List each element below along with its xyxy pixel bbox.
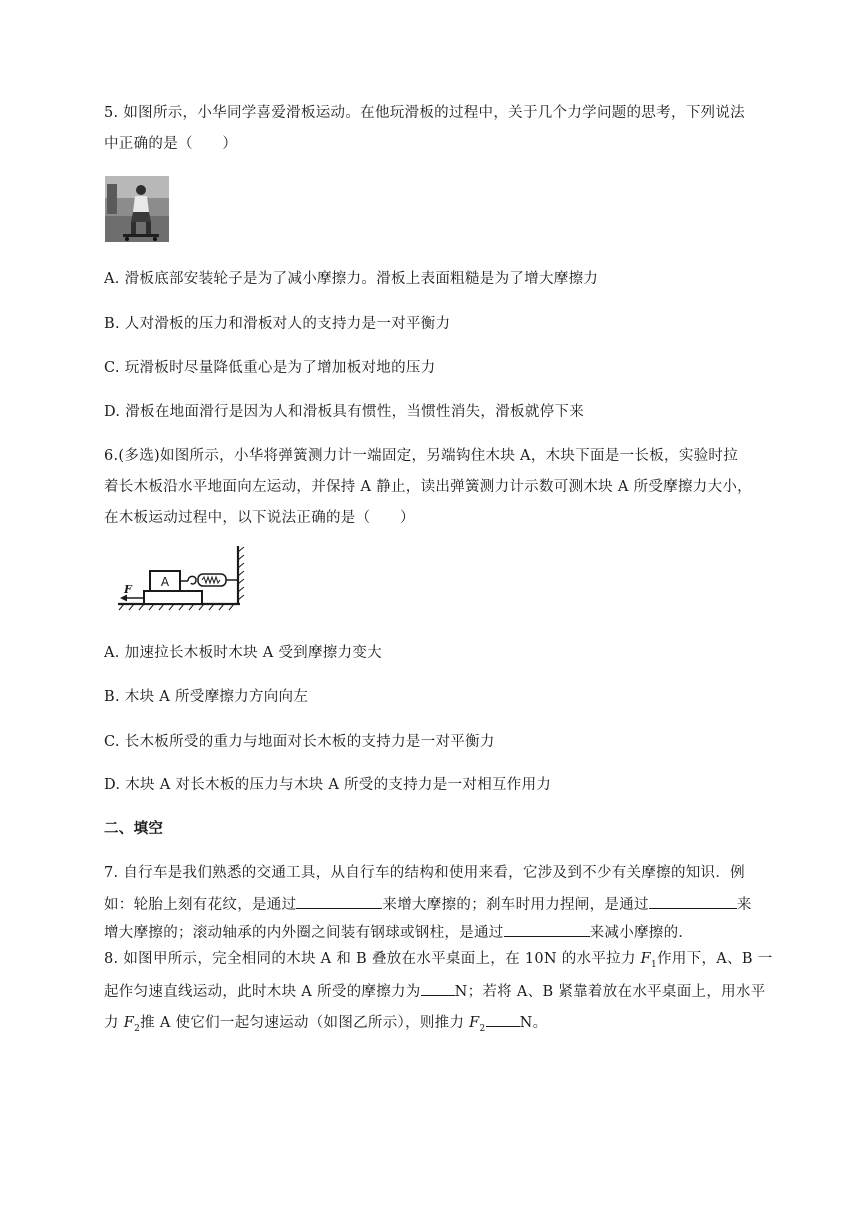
q5-option-c: C. 玩滑板时尽量降低重心是为了增加板对地的压力: [104, 360, 436, 376]
skateboard-photo: [105, 176, 169, 242]
q6-option-b: B. 木块 A 所受摩擦力方向向左: [104, 689, 309, 705]
block-a-label: A: [160, 575, 170, 589]
force-symbol-f2-answer: F: [469, 1015, 480, 1031]
q8-line2-part1: 起作匀速直线运动，此时木块 A 所受的摩擦力为: [104, 984, 421, 1000]
q7-line3-part1: 增大摩擦的；滚动轴承的内外圈之间装有钢球或钢柱，是通过: [104, 925, 504, 941]
q6-stem-line2: 着长木板沿水平地面向左运动，并保持 A 静止，读出弹簧测力计示数可测木块 A 所受摩擦力大小，: [104, 479, 752, 495]
q7-blank-3[interactable]: [504, 922, 590, 937]
q6-stem-line3: 在木板运动过程中，以下说法正确的是（ ）: [104, 510, 415, 526]
q8-line3-part1: 力: [104, 1015, 124, 1031]
q7-line2: [104, 894, 752, 914]
q7-line1: 7. 自行车是我们熟悉的交通工具，从自行车的结构和使用来看，它涉及到不少有关摩擦的知识．例: [104, 865, 745, 881]
q6-option-c: C. 长木板所受的重力与地面对长木板的支持力是一对平衡力: [104, 734, 495, 750]
q5-option-b: B. 人对滑板的压力和滑板对人的支持力是一对平衡力: [104, 316, 451, 332]
q7-line2-part2: 来增大摩擦的；刹车时用力捏闸，是通过: [382, 897, 649, 913]
section-heading-fill-in: 二、填空: [104, 821, 164, 837]
q5-option-d: D. 滑板在地面滑行是因为人和滑板具有惯性，当惯性消失，滑板就停下来: [104, 404, 585, 420]
q7-blank-1[interactable]: [296, 894, 382, 909]
q8-line3-part2: 推 A 使它们一起匀速运动（如图乙所示），则推力: [140, 1015, 470, 1031]
q7-line3-part2: 来减小摩擦的．: [589, 925, 694, 941]
q6-option-d: D. 木块 A 对长木板的压力与木块 A 所受的支持力是一对相互作用力: [104, 777, 552, 793]
q7-line2-part1: 如：轮胎上刻有花纹，是通过: [104, 897, 297, 913]
f2-answer-subscript: 2: [479, 1023, 486, 1034]
friction-experiment-diagram: [118, 542, 248, 612]
q6-stem-line1: 6.(多选)如图所示，小华将弹簧测力计一端固定，另端钩住木块 A，木块下面是一长板，实验时拉: [104, 448, 739, 464]
force-symbol-f1: F: [640, 951, 652, 967]
q5-option-a: A. 滑板底部安装轮子是为了减小摩擦力。滑板上表面粗糙是为了增大摩擦力: [104, 271, 599, 287]
q8-line2-part2: N；若将 A、B 紧靠着放在水平桌面上，用水平: [454, 984, 766, 1000]
q8-line2: [104, 981, 766, 1001]
q8-line1: [104, 950, 773, 974]
q8-blank-1[interactable]: [421, 981, 455, 996]
q8-line3-part3: N。: [519, 1015, 548, 1031]
q7-line3: [104, 922, 693, 942]
q8-line1-part1: 8. 如图甲所示，完全相同的木块 A 和 B 叠放在水平桌面上，在 10N 的水平拉力: [104, 951, 641, 967]
force-label: F: [124, 583, 132, 596]
f1-subscript: 1: [651, 959, 658, 970]
q8-blank-2[interactable]: [486, 1012, 520, 1027]
q7-line2-part3: 来: [736, 897, 752, 913]
q5-stem-line2: 中正确的是（ ）: [104, 136, 238, 152]
q6-option-a: A. 加速拉长木板时木块 A 受到摩擦力变大: [104, 645, 382, 661]
q7-blank-2[interactable]: [649, 894, 737, 909]
f2-subscript: 2: [134, 1023, 141, 1034]
q8-line1-part2: 作用下，A、B 一: [657, 951, 773, 967]
q8-line3: [104, 1012, 547, 1038]
q5-stem-line1: 5. 如图所示，小华同学喜爱滑板运动。在他玩滑板的过程中，关于几个力学问题的思考，下列说法: [104, 105, 745, 121]
force-symbol-f2: F: [123, 1015, 135, 1031]
